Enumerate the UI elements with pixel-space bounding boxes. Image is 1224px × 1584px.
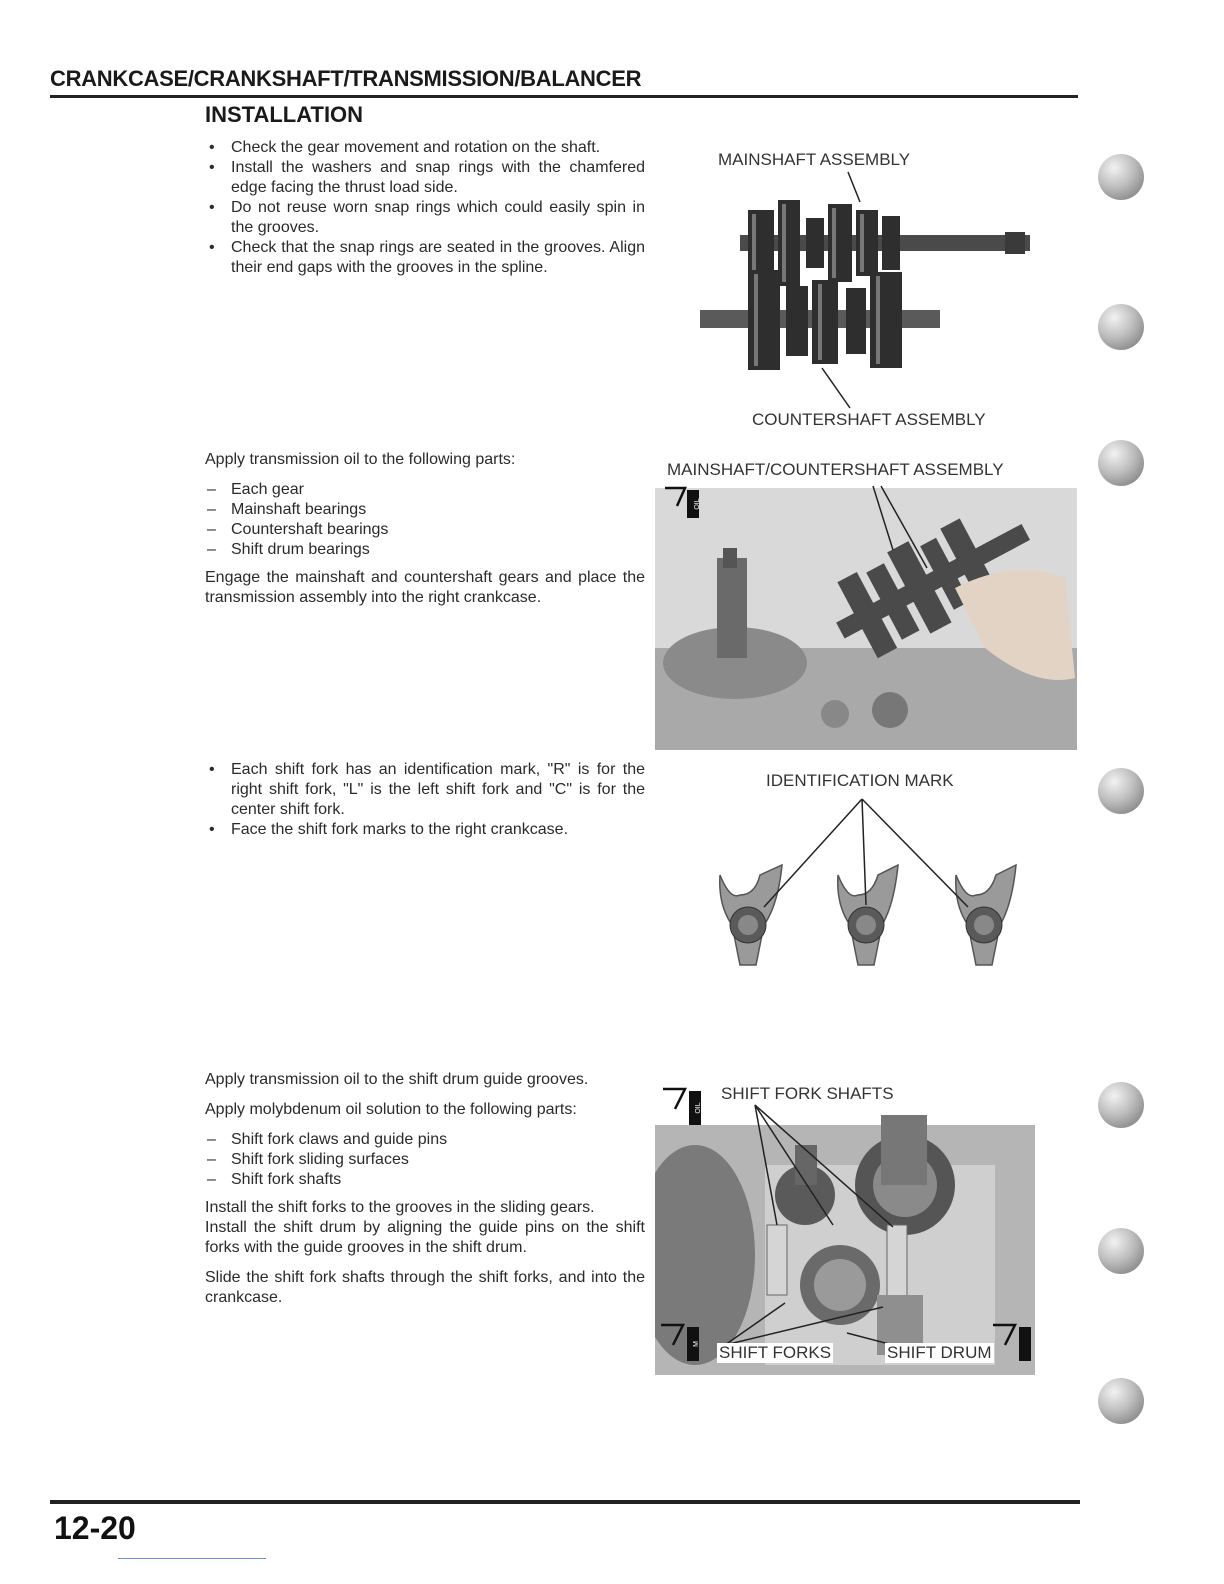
figure-shift-drum-installation [655,1075,1035,1375]
instructions-block-4 [205,1070,645,1318]
bullet-item: • Each shift fork has an identification mark, "R" is for the right shift fork, "L" is the left shift fork and "C" is for the center shift fork. [205,760,645,820]
section-tab-marker [1098,1082,1144,1128]
oil-icon [991,1319,1035,1365]
engage-instruction-text: Engage the mainshaft and countershaft gears and place the transmission assembly into the right crankcase. [205,569,645,606]
list-item: – Countershaft bearings [205,520,645,540]
oil-icon-text: OIL [694,498,701,510]
label-shift-forks: SHIFT FORKS [719,1343,832,1362]
section-tab-marker [1098,1378,1144,1424]
oil-drum-text: Apply transmission oil to the shift drum guide grooves. [205,1071,589,1088]
bullet-item: • Install the washers and snap rings with the chamfered edge facing the thrust load side. [205,158,645,198]
section-tab-marker [1098,304,1144,350]
bullet-item: • Check that the snap rings are seated in the grooves. Align their end gaps with the grooves in the spline. [205,238,645,278]
list-item: – Shift fork shafts [205,1170,645,1190]
list-item: – Mainshaft bearings [205,500,645,520]
list-item: – Each gear [205,480,645,500]
section-tab-marker [1098,768,1144,814]
shift-forks-illustration [660,765,1080,1055]
bullet-item: • Do not reuse worn snap rings which could easily spin in the grooves. [205,198,645,238]
shift-drum-photo-illustration [655,1075,1035,1375]
figure-transmission-installation [655,448,1077,750]
oil-icon [661,1083,705,1129]
instructions-block-3 [205,760,645,840]
page-number: 12-20 [54,1510,136,1546]
slide-shafts-text: Slide the shift fork shafts through the shift forks, and into the crankcase. [205,1269,645,1306]
list-item: – Shift fork claws and guide pins [205,1130,645,1150]
label-mainshaft-countershaft-assembly: MAINSHAFT/COUNTERSHAFT ASSEMBLY [667,460,1004,479]
oil-intro-text: Apply transmission oil to the following parts: [205,451,516,468]
bullet-item: • Face the shift fork marks to the right crankcase. [205,820,645,840]
oil-icon-text: OIL [695,1102,702,1114]
label-countershaft-assembly: COUNTERSHAFT ASSEMBLY [752,410,986,429]
label-identification-mark: IDENTIFICATION MARK [766,771,954,790]
section-tab-marker [1098,440,1144,486]
label-shift-fork-shafts: SHIFT FORK SHAFTS [721,1084,894,1103]
section-tab-marker [1098,1228,1144,1274]
install-drum-text: Install the shift drum by aligning the guide pins on the shift forks with the guide grooves in the shift drum. [205,1219,645,1256]
link-underline [118,1558,266,1559]
instructions-block-2 [205,450,645,618]
bullet-item: • Check the gear movement and rotation on the shaft. [205,138,645,158]
label-shift-drum: SHIFT DRUM [887,1343,992,1362]
chapter-title: CRANKCASE/CRANKSHAFT/TRANSMISSION/BALANCER [50,66,642,91]
transmission-shafts-illustration [660,140,1080,440]
oil-icon [663,484,703,520]
moly-icon-text: M [693,1341,700,1347]
moly-intro-text: Apply molybdenum oil solution to the following parts: [205,1101,577,1118]
figure-transmission-shafts [660,140,1080,440]
moly-oil-icon [659,1319,703,1365]
header-rule [50,95,1078,98]
list-item: – Shift fork sliding surfaces [205,1150,645,1170]
section-title: INSTALLATION [205,102,364,127]
section-tab-marker [1098,154,1144,200]
footer-rule [50,1500,1080,1504]
install-forks-text: Install the shift forks to the grooves in the sliding gears. [205,1199,595,1216]
label-mainshaft-assembly: MAINSHAFT ASSEMBLY [718,150,911,169]
figure-shift-fork-marks [660,765,1080,1055]
instructions-block-1 [205,138,645,278]
list-item: – Shift drum bearings [205,540,645,560]
crankcase-photo-illustration [655,448,1077,750]
